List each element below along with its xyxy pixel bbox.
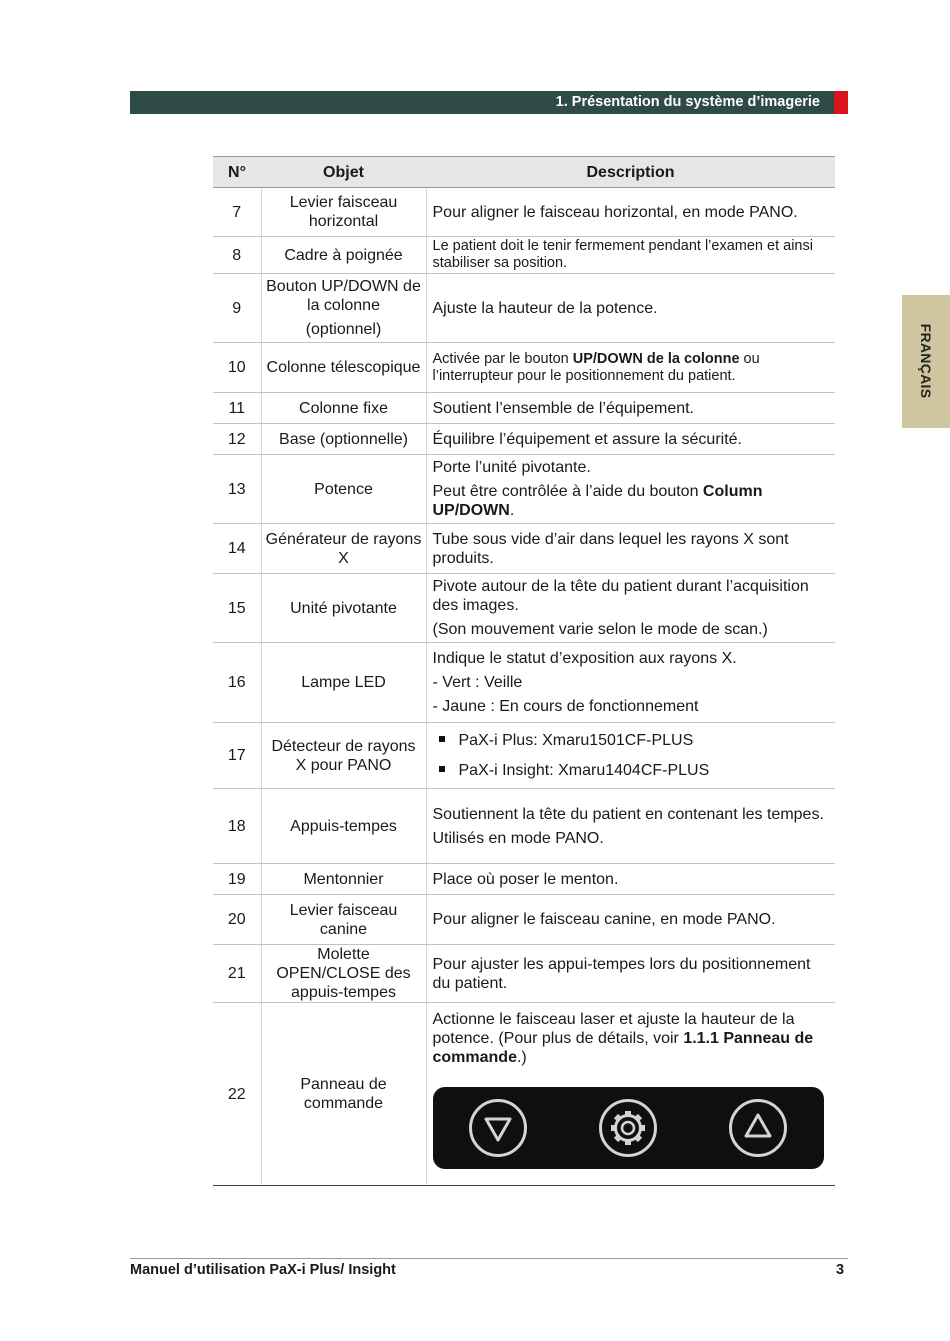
row-object-line: Bouton UP/DOWN de la colonne xyxy=(266,278,421,314)
row-object: Panneau de commande xyxy=(261,1003,426,1186)
row-number: 7 xyxy=(213,188,261,237)
row-description xyxy=(426,789,835,864)
table-row xyxy=(213,643,835,723)
row-number: 11 xyxy=(213,393,261,424)
row-description xyxy=(426,455,835,524)
row-number: 10 xyxy=(213,343,261,393)
row-description: Pour ajuster les appui-tempes lors du positionnement du patient. xyxy=(426,945,835,1003)
gear-icon xyxy=(598,1098,658,1158)
table-row xyxy=(213,188,835,237)
header-accent-block xyxy=(834,91,848,114)
section-title: 1. Présentation du système d’imagerie xyxy=(555,94,820,110)
row-description: Place où poser le menton. xyxy=(426,864,835,895)
desc-line xyxy=(433,482,832,520)
language-tab xyxy=(902,295,950,428)
table-row xyxy=(213,574,835,643)
table-row xyxy=(213,424,835,455)
table-row xyxy=(213,237,835,274)
desc-line: (Son mouvement varie selon le mode de scan.) xyxy=(432,621,768,638)
desc-line: - Vert : Veille xyxy=(432,674,523,691)
row-number: 20 xyxy=(213,895,261,945)
desc-bold-text: UP/DOWN de la colonne xyxy=(572,350,740,367)
footer-divider xyxy=(130,1258,848,1259)
row-number: 18 xyxy=(213,789,261,864)
table-row xyxy=(213,274,835,343)
section-header-bar xyxy=(130,91,834,114)
desc-text: ou l’interrupteur pour le positionnement du patient. xyxy=(432,350,760,384)
desc-line: - Jaune : En cours de fonctionnement xyxy=(432,698,699,715)
row-number: 13 xyxy=(213,455,261,524)
table-row xyxy=(213,895,835,945)
table-row xyxy=(213,455,835,524)
desc-line xyxy=(433,1010,832,1067)
header-description: Description xyxy=(426,157,835,188)
row-object: Colonne télescopique xyxy=(261,343,426,393)
row-number: 19 xyxy=(213,864,261,895)
row-description xyxy=(426,1003,835,1186)
table-row xyxy=(213,723,835,789)
table-row xyxy=(213,945,835,1003)
desc-bold-text: 1.1.1 Panneau de commande xyxy=(432,1029,814,1066)
desc-text: . xyxy=(509,502,515,519)
header-object: Objet xyxy=(261,157,426,188)
table-header-row xyxy=(213,157,835,188)
row-number: 15 xyxy=(213,574,261,643)
desc-text: Activée par le bouton xyxy=(432,350,573,367)
desc-line: Utilisés en mode PANO. xyxy=(432,829,604,847)
list-item: PaX-i Insight: Xmaru1404CF-PLUS xyxy=(437,761,832,780)
row-object: Base (optionnelle) xyxy=(261,424,426,455)
row-description xyxy=(426,574,835,643)
row-object xyxy=(261,274,426,343)
up-triangle-icon xyxy=(728,1098,788,1158)
control-panel-image xyxy=(433,1087,824,1169)
row-object: Mentonnier xyxy=(261,864,426,895)
desc-text: Actionne le faisceau laser et ajuste la hauteur de la potence. (Pour plus de détails, voir xyxy=(432,1010,795,1047)
row-number: 8 xyxy=(213,237,261,274)
row-number: 14 xyxy=(213,524,261,574)
row-description: Équilibre l’équipement et assure la sécurité. xyxy=(426,424,835,455)
components-table xyxy=(213,156,835,1186)
desc-text: .) xyxy=(516,1048,527,1066)
desc-text: Peut être contrôlée à l’aide du bouton xyxy=(432,483,703,500)
footer-manual-title: Manuel d’utilisation PaX-i Plus/ Insight xyxy=(130,1262,396,1278)
row-number: 12 xyxy=(213,424,261,455)
down-triangle-icon xyxy=(468,1098,528,1158)
page-number: 3 xyxy=(836,1262,845,1278)
row-object: Générateur de rayons X xyxy=(261,524,426,574)
desc-bold-text: Column UP/DOWN xyxy=(432,483,763,519)
row-description xyxy=(426,723,835,789)
row-description xyxy=(426,343,835,393)
row-object: Levier faisceau horizontal xyxy=(261,188,426,237)
language-tab-label: FRANÇAIS xyxy=(918,323,934,399)
row-object: Potence xyxy=(261,455,426,524)
table-row xyxy=(213,393,835,424)
list-item: PaX-i Plus: Xmaru1501CF-PLUS xyxy=(437,731,832,750)
table-row xyxy=(213,343,835,393)
row-object: Lampe LED xyxy=(261,643,426,723)
row-description: Le patient doit le tenir fermement pendant l’examen et ainsi stabiliser sa position. xyxy=(426,237,835,274)
row-number: 21 xyxy=(213,945,261,1003)
row-object: Molette OPEN/CLOSE des appuis-tempes xyxy=(261,945,426,1003)
row-object: Appuis-tempes xyxy=(261,789,426,864)
desc-line: Soutiennent la tête du patient en contenant les tempes. xyxy=(432,805,824,823)
row-number: 16 xyxy=(213,643,261,723)
table-row xyxy=(213,1003,835,1186)
desc-line: Pivote autour de la tête du patient durant l’acquisition des images. xyxy=(432,578,809,614)
table-row xyxy=(213,789,835,864)
header-no: N° xyxy=(213,157,261,188)
row-number: 17 xyxy=(213,723,261,789)
row-description xyxy=(426,643,835,723)
row-object: Cadre à poignée xyxy=(261,237,426,274)
row-description: Pour aligner le faisceau canine, en mode PANO. xyxy=(426,895,835,945)
row-number: 9 xyxy=(213,274,261,343)
table-row xyxy=(213,524,835,574)
row-object: Détecteur de rayons X pour PANO xyxy=(261,723,426,789)
table-row xyxy=(213,864,835,895)
desc-line: Porte l’unité pivotante. xyxy=(432,459,591,476)
row-description: Ajuste la hauteur de la potence. xyxy=(426,274,835,343)
row-object: Levier faisceau canine xyxy=(261,895,426,945)
detector-list xyxy=(433,731,832,780)
row-number: 22 xyxy=(213,1003,261,1186)
desc-line: Indique le statut d’exposition aux rayons X. xyxy=(432,650,737,667)
row-object: Unité pivotante xyxy=(261,574,426,643)
row-description: Soutient l’ensemble de l’équipement. xyxy=(426,393,835,424)
row-object: Colonne fixe xyxy=(261,393,426,424)
row-description: Pour aligner le faisceau horizontal, en mode PANO. xyxy=(426,188,835,237)
row-object-line: (optionnel) xyxy=(305,321,382,338)
row-description: Tube sous vide d’air dans lequel les rayons X sont produits. xyxy=(426,524,835,574)
